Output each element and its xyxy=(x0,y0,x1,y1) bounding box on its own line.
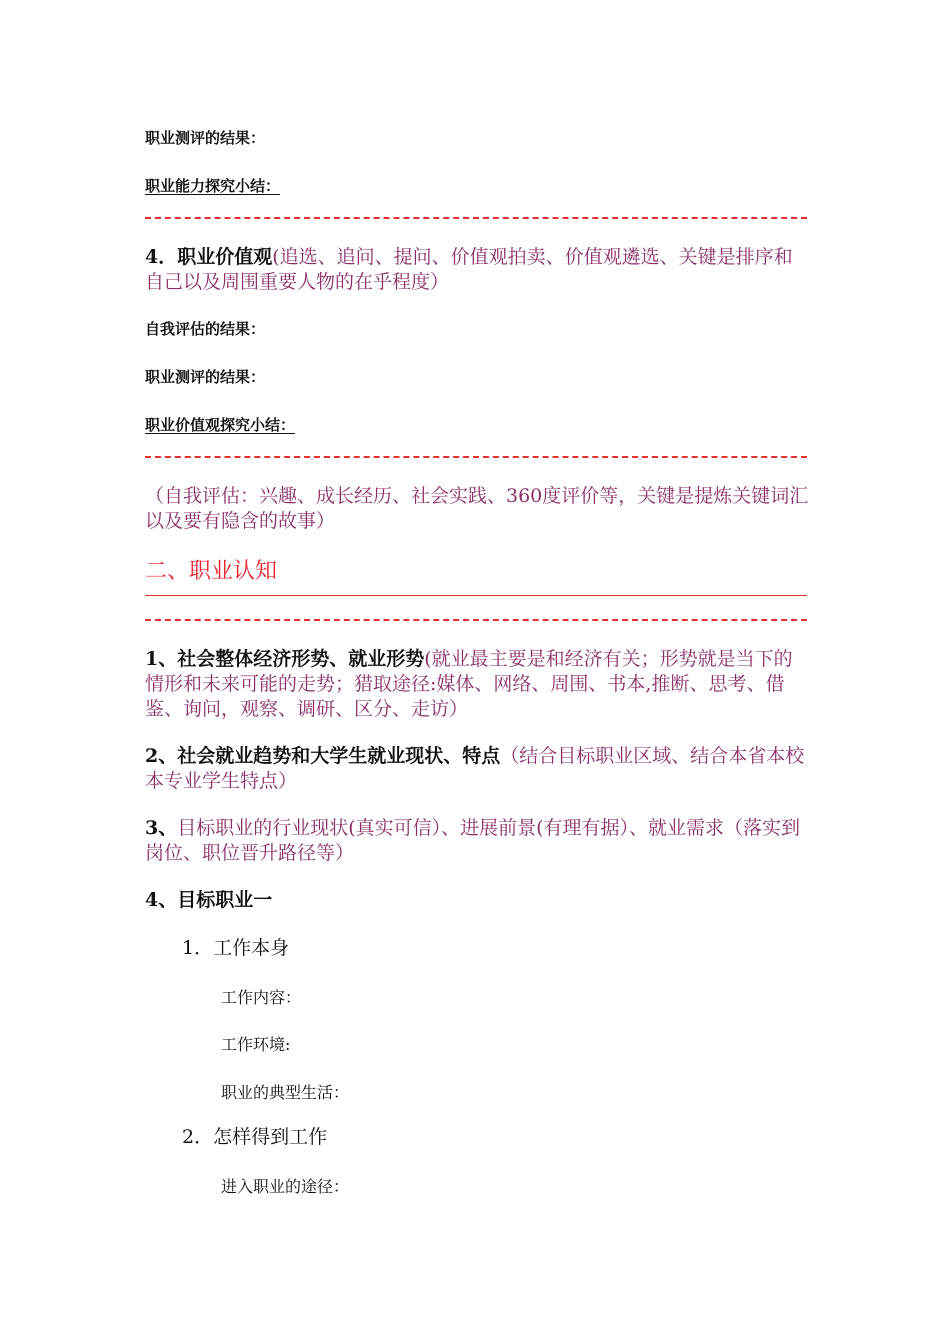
career-assessment-result-label: 职业测评的结果： xyxy=(145,129,266,147)
section-career-values xyxy=(145,245,810,295)
item2-note: （结合目标职业区域、结合本省本校本专业学生特点） xyxy=(145,745,805,792)
item-industry-status xyxy=(145,816,810,866)
item3-note: 目标职业的行业现状(真实可信）、进展前景(有理有据）、就业需求（落实到岗位、职位晋升路径等） xyxy=(145,817,801,864)
self-evaluation-result-label: 自我评估的结果： xyxy=(145,320,266,338)
item1-heading: 1、社会整体经济形势、就业形势 xyxy=(145,648,425,670)
item1-note: (就业最主要是和经济有关；形势就是当下的情形和未来可能的走势；猎取途径:媒体、网络、周围、书本,推断、思考、借鉴、询问，观察、调研、区分、走访） xyxy=(145,648,793,720)
section-title-career-cognition: 二、职业认知 xyxy=(145,559,278,584)
career-values-note: (追选、追问、提问、价值观拍卖、价值观遴选、关键是排序和自己以及周围重要人物的在乎程度） xyxy=(145,246,793,293)
item2-heading: 2、社会就业趋势和大学生就业现状、特点 xyxy=(145,745,501,767)
career-values-heading: 4．职业价值观 xyxy=(145,246,273,268)
subheading-how-to-get-job: 2．怎样得到工作 xyxy=(182,1126,328,1148)
career-ability-summary-label: 职业能力探究小结： xyxy=(145,177,281,195)
career-entry-path-label: 进入职业的途径： xyxy=(221,1177,350,1196)
typical-career-life-label: 职业的典型生活： xyxy=(221,1083,350,1102)
work-environment-label: 工作环境: xyxy=(221,1035,291,1054)
item-employment-trend xyxy=(145,744,810,794)
career-values-summary-label: 职业价值观探究小结： xyxy=(145,416,296,434)
dashed-divider xyxy=(145,456,807,458)
work-content-label: 工作内容： xyxy=(221,988,302,1007)
dashed-divider xyxy=(145,619,807,621)
self-evaluation-note: （自我评估：兴趣、成长经历、社会实践、360度评价等，关键是提炼关键词汇以及要有隐含的故事） xyxy=(145,485,809,532)
dashed-divider xyxy=(145,217,807,219)
solid-divider xyxy=(145,595,807,596)
subheading-work-itself: 1．工作本身 xyxy=(182,937,290,959)
career-assessment-result-label-2: 职业测评的结果： xyxy=(145,368,266,386)
item-target-career-one: 4、目标职业一 xyxy=(145,889,273,911)
item-economic-situation xyxy=(145,647,810,722)
item3-number: 3、 xyxy=(145,817,178,839)
